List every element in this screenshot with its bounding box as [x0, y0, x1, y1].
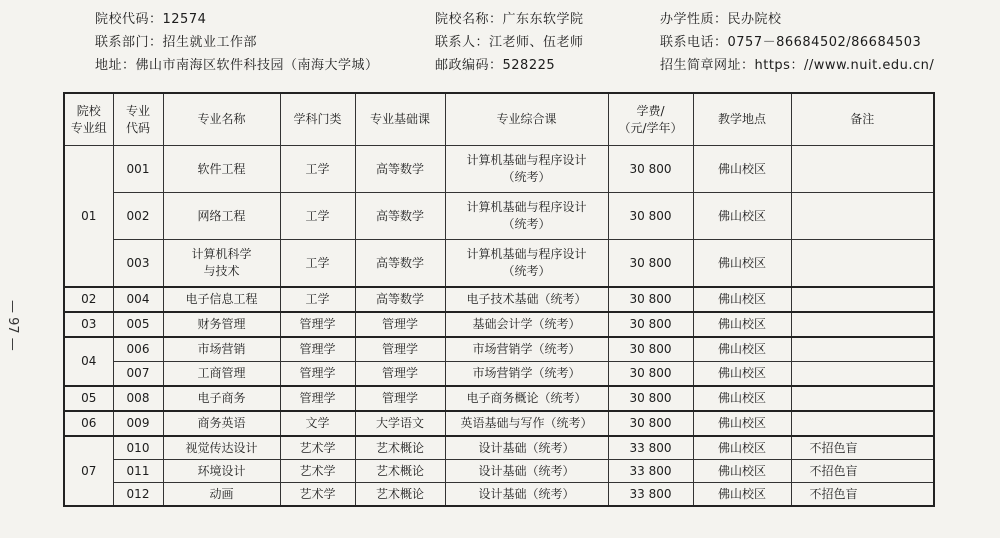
cell-comprehensive: 设计基础（统考）	[445, 460, 608, 483]
cell-code: 010	[113, 436, 163, 460]
cell-comprehensive: 计算机基础与程序设计 （统考）	[445, 193, 608, 240]
cell-category: 管理学	[280, 362, 355, 387]
contact-phone: 联系电话：0757－86684502/86684503	[660, 35, 922, 50]
cell-fee: 30 800	[608, 386, 693, 411]
cell-code: 004	[113, 287, 163, 312]
cell-category: 工学	[280, 287, 355, 312]
table-row	[64, 411, 934, 436]
cell-basic: 高等数学	[355, 240, 445, 288]
cell-group: 06	[64, 411, 113, 436]
cell-note	[791, 411, 934, 436]
cell-location: 佛山校区	[693, 312, 791, 337]
header-comprehensive: 专业综合课	[445, 93, 608, 146]
cell-group: 01	[64, 146, 113, 288]
cell-note	[791, 193, 934, 240]
school-code: 院校代码：12574	[95, 12, 207, 27]
cell-location: 佛山校区	[693, 287, 791, 312]
cell-group: 04	[64, 337, 113, 386]
table-row	[64, 312, 934, 337]
cell-basic: 高等数学	[355, 287, 445, 312]
table-row	[64, 386, 934, 411]
header-fee: 学费/ （元/学年）	[608, 93, 693, 146]
cell-fee: 30 800	[608, 146, 693, 193]
table-row	[64, 240, 934, 288]
cell-note: 不招色盲	[791, 436, 934, 460]
address: 地址：佛山市南海区软件科技园（南海大学城）	[95, 58, 379, 73]
website: 招生简章网址：https：//www.nuit.edu.cn/	[660, 58, 935, 73]
cell-basic: 艺术概论	[355, 483, 445, 507]
cell-comprehensive: 基础会计学（统考）	[445, 312, 608, 337]
table-row	[64, 483, 934, 507]
cell-location: 佛山校区	[693, 483, 791, 507]
cell-comprehensive: 设计基础（统考）	[445, 483, 608, 507]
cell-comprehensive: 市场营销学（统考）	[445, 362, 608, 387]
header-note: 备注	[791, 93, 934, 146]
cell-note	[791, 146, 934, 193]
cell-note: 不招色盲	[791, 483, 934, 507]
cell-category: 管理学	[280, 386, 355, 411]
school-nature: 办学性质：民办院校	[660, 12, 782, 27]
cell-name: 软件工程	[163, 146, 280, 193]
cell-name: 网络工程	[163, 193, 280, 240]
cell-name: 计算机科学 与技术	[163, 240, 280, 288]
cell-note	[791, 386, 934, 411]
cell-note	[791, 362, 934, 387]
cell-note	[791, 240, 934, 288]
cell-basic: 艺术概论	[355, 436, 445, 460]
cell-code: 005	[113, 312, 163, 337]
cell-fee: 30 800	[608, 312, 693, 337]
cell-basic: 大学语文	[355, 411, 445, 436]
cell-note	[791, 287, 934, 312]
cell-name: 电子信息工程	[163, 287, 280, 312]
table-row	[64, 436, 934, 460]
cell-name: 动画	[163, 483, 280, 507]
cell-fee: 33 800	[608, 460, 693, 483]
contact-person: 联系人：江老师、伍老师	[435, 35, 584, 50]
cell-comprehensive: 市场营销学（统考）	[445, 337, 608, 362]
cell-name: 视觉传达设计	[163, 436, 280, 460]
cell-code: 003	[113, 240, 163, 288]
cell-basic: 高等数学	[355, 146, 445, 193]
cell-category: 艺术学	[280, 483, 355, 507]
table-row	[64, 287, 934, 312]
cell-code: 001	[113, 146, 163, 193]
cell-category: 文学	[280, 411, 355, 436]
cell-location: 佛山校区	[693, 411, 791, 436]
cell-location: 佛山校区	[693, 337, 791, 362]
table-row	[64, 460, 934, 483]
cell-category: 工学	[280, 193, 355, 240]
cell-note: 不招色盲	[791, 460, 934, 483]
cell-basic: 管理学	[355, 386, 445, 411]
table-row	[64, 146, 934, 193]
table-header-row	[64, 93, 934, 146]
cell-comprehensive: 计算机基础与程序设计 （统考）	[445, 146, 608, 193]
cell-comprehensive: 电子技术基础（统考）	[445, 287, 608, 312]
header-code: 专业 代码	[113, 93, 163, 146]
cell-group: 05	[64, 386, 113, 411]
header-location: 教学地点	[693, 93, 791, 146]
cell-fee: 30 800	[608, 240, 693, 288]
cell-category: 工学	[280, 146, 355, 193]
cell-location: 佛山校区	[693, 362, 791, 387]
cell-name: 环境设计	[163, 460, 280, 483]
header-basic: 专业基础课	[355, 93, 445, 146]
cell-location: 佛山校区	[693, 146, 791, 193]
cell-category: 艺术学	[280, 436, 355, 460]
school-name: 院校名称：广东东软学院	[435, 12, 584, 27]
table-row	[64, 193, 934, 240]
cell-location: 佛山校区	[693, 386, 791, 411]
cell-code: 002	[113, 193, 163, 240]
cell-category: 管理学	[280, 337, 355, 362]
cell-category: 艺术学	[280, 460, 355, 483]
cell-fee: 30 800	[608, 362, 693, 387]
cell-code: 007	[113, 362, 163, 387]
cell-basic: 管理学	[355, 362, 445, 387]
cell-location: 佛山校区	[693, 460, 791, 483]
cell-fee: 30 800	[608, 411, 693, 436]
header-category: 学科门类	[280, 93, 355, 146]
cell-fee: 30 800	[608, 193, 693, 240]
cell-name: 市场营销	[163, 337, 280, 362]
header-name: 专业名称	[163, 93, 280, 146]
cell-code: 011	[113, 460, 163, 483]
cell-fee: 33 800	[608, 436, 693, 460]
cell-code: 006	[113, 337, 163, 362]
cell-fee: 30 800	[608, 287, 693, 312]
cell-comprehensive: 计算机基础与程序设计 （统考）	[445, 240, 608, 288]
cell-comprehensive: 设计基础（统考）	[445, 436, 608, 460]
cell-code: 008	[113, 386, 163, 411]
cell-code: 012	[113, 483, 163, 507]
cell-fee: 33 800	[608, 483, 693, 507]
cell-name: 财务管理	[163, 312, 280, 337]
table-row	[64, 337, 934, 362]
cell-name: 工商管理	[163, 362, 280, 387]
cell-basic: 管理学	[355, 312, 445, 337]
cell-code: 009	[113, 411, 163, 436]
admission-table	[63, 92, 935, 507]
cell-group: 03	[64, 312, 113, 337]
cell-location: 佛山校区	[693, 240, 791, 288]
cell-group: 07	[64, 436, 113, 506]
header-group: 院校 专业组	[64, 93, 113, 146]
cell-name: 商务英语	[163, 411, 280, 436]
cell-category: 工学	[280, 240, 355, 288]
page-number: — 97 —	[5, 300, 20, 351]
cell-group: 02	[64, 287, 113, 312]
cell-category: 管理学	[280, 312, 355, 337]
cell-fee: 30 800	[608, 337, 693, 362]
cell-location: 佛山校区	[693, 436, 791, 460]
table-row	[64, 362, 934, 387]
cell-basic: 管理学	[355, 337, 445, 362]
cell-note	[791, 312, 934, 337]
cell-basic: 高等数学	[355, 193, 445, 240]
cell-note	[791, 337, 934, 362]
cell-name: 电子商务	[163, 386, 280, 411]
contact-dept: 联系部门：招生就业工作部	[95, 35, 258, 50]
cell-basic: 艺术概论	[355, 460, 445, 483]
cell-comprehensive: 英语基础与写作（统考）	[445, 411, 608, 436]
cell-location: 佛山校区	[693, 193, 791, 240]
postcode: 邮政编码：528225	[435, 58, 556, 73]
cell-comprehensive: 电子商务概论（统考）	[445, 386, 608, 411]
